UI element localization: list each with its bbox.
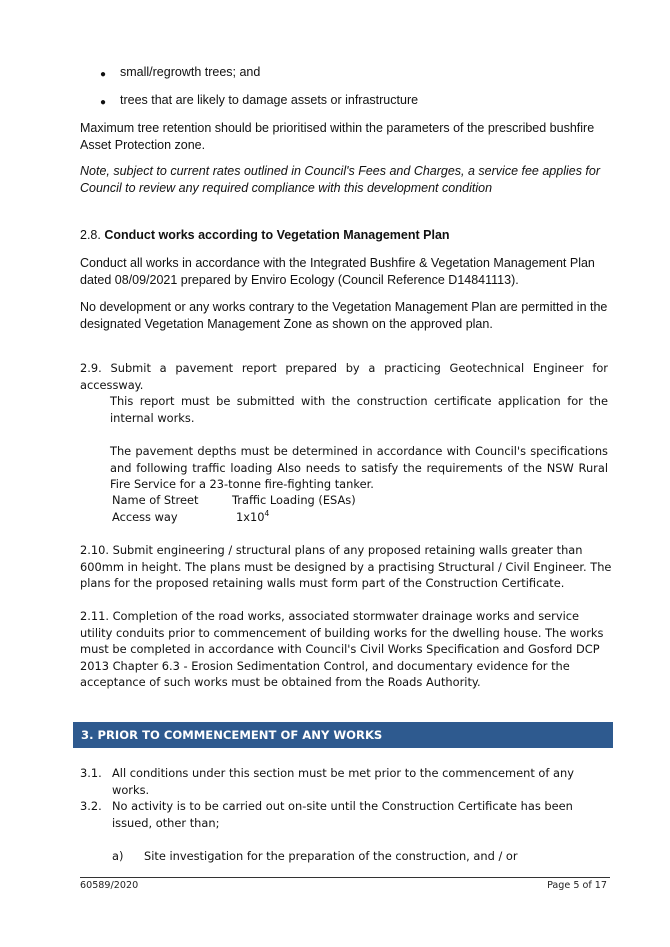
condition-2-8-paragraph: Conduct all works in accordance with the Integrated Bushfire & Vegetation Management Plan dated 08/09/2021 prepared by Enviro Ecology (Council Reference D14841113). — [80, 256, 595, 287]
condition-2-8-paragraph: No development or any works contrary to the Vegetation Management Plan are permitted in the designated Vegetation Management Zone as shown on the approved plan. — [80, 300, 608, 331]
condition-first-line: Submit a pavement report prepared by a practicing Geotechnical Engineer for accessway. — [80, 361, 608, 392]
fees-note: Note, subject to current rates outlined in Council's Fees and Charges, a service fee applies for Council to review any required compliance with this development condition — [80, 164, 601, 195]
condition-2-10: 2.10. Submit engineering / structural plans of any proposed retaining walls greater than 600mm in height. The plans must be designed by a practising Structural / Civil Engineer. The plans for the proposed retaining walls must form part of the Construction Certificate. — [80, 543, 612, 590]
bullet-icon: ● — [100, 69, 107, 80]
condition-title: Conduct works according to Vegetation Management Plan — [104, 228, 450, 242]
item-number: 3.1. — [80, 766, 102, 780]
bullet-item: small/regrowth trees; and — [120, 65, 261, 79]
subitem-label: a) — [112, 849, 124, 863]
subitem-a-text: Site investigation for the preparation of the construction, and / or — [144, 849, 518, 863]
condition-2-8-heading — [80, 227, 610, 244]
condition-number: 2.9. — [80, 361, 102, 375]
page-number: Page 5 of 17 — [547, 880, 607, 891]
traffic-table-loading: $1x10^4$ — [236, 509, 270, 524]
condition-2-11: 2.11. Completion of the road works, associated stormwater drainage works and service utility conduits prior to commencement of building works for the dwelling house. The works must be completed in accordance with Council's Civil Works Specification and Gosford DCP 2013 Chapter 6.3 - Erosion Sedimentation Control, and documentary evidence for the acceptance of such works must be obtained from the Roads Authority. — [80, 609, 604, 689]
item-3-2-text: No activity is to be carried out on-site until the Construction Certificate has been issued, other than; — [112, 799, 573, 830]
section-heading-banner: 3. PRIOR TO COMMENCEMENT OF ANY WORKS — [73, 722, 613, 748]
traffic-table-header-street: Name of Street — [112, 493, 199, 507]
bullet-item: trees that are likely to damage assets or infrastructure — [120, 93, 419, 107]
condition-continuation: This report must be submitted with the construction certificate application for the internal works. — [110, 394, 608, 425]
item-number: 3.2. — [80, 799, 102, 813]
retention-paragraph: Maximum tree retention should be prioritised within the parameters of the prescribed bushfire Asset Protection zone. — [80, 121, 595, 152]
document-reference: 60589/2020 — [80, 880, 139, 891]
condition-number: 2.8. — [80, 228, 101, 242]
condition-2-9 — [80, 360, 608, 493]
bullet-icon: ● — [100, 97, 107, 108]
condition-paragraph: The pavement depths must be determined in accordance with Council's specifications and following traffic loading Also needs to satisfy the requirements of the NSW Rural Fire Service for a 23-tonne fire-fighting tanker. — [110, 444, 608, 491]
traffic-table-header-loading: Traffic Loading (ESAs) — [232, 493, 356, 507]
item-3-1-text: All conditions under this section must be met prior to the commencement of any works. — [112, 766, 574, 797]
traffic-table-street: Access way — [112, 510, 178, 524]
footer-divider — [80, 877, 610, 878]
